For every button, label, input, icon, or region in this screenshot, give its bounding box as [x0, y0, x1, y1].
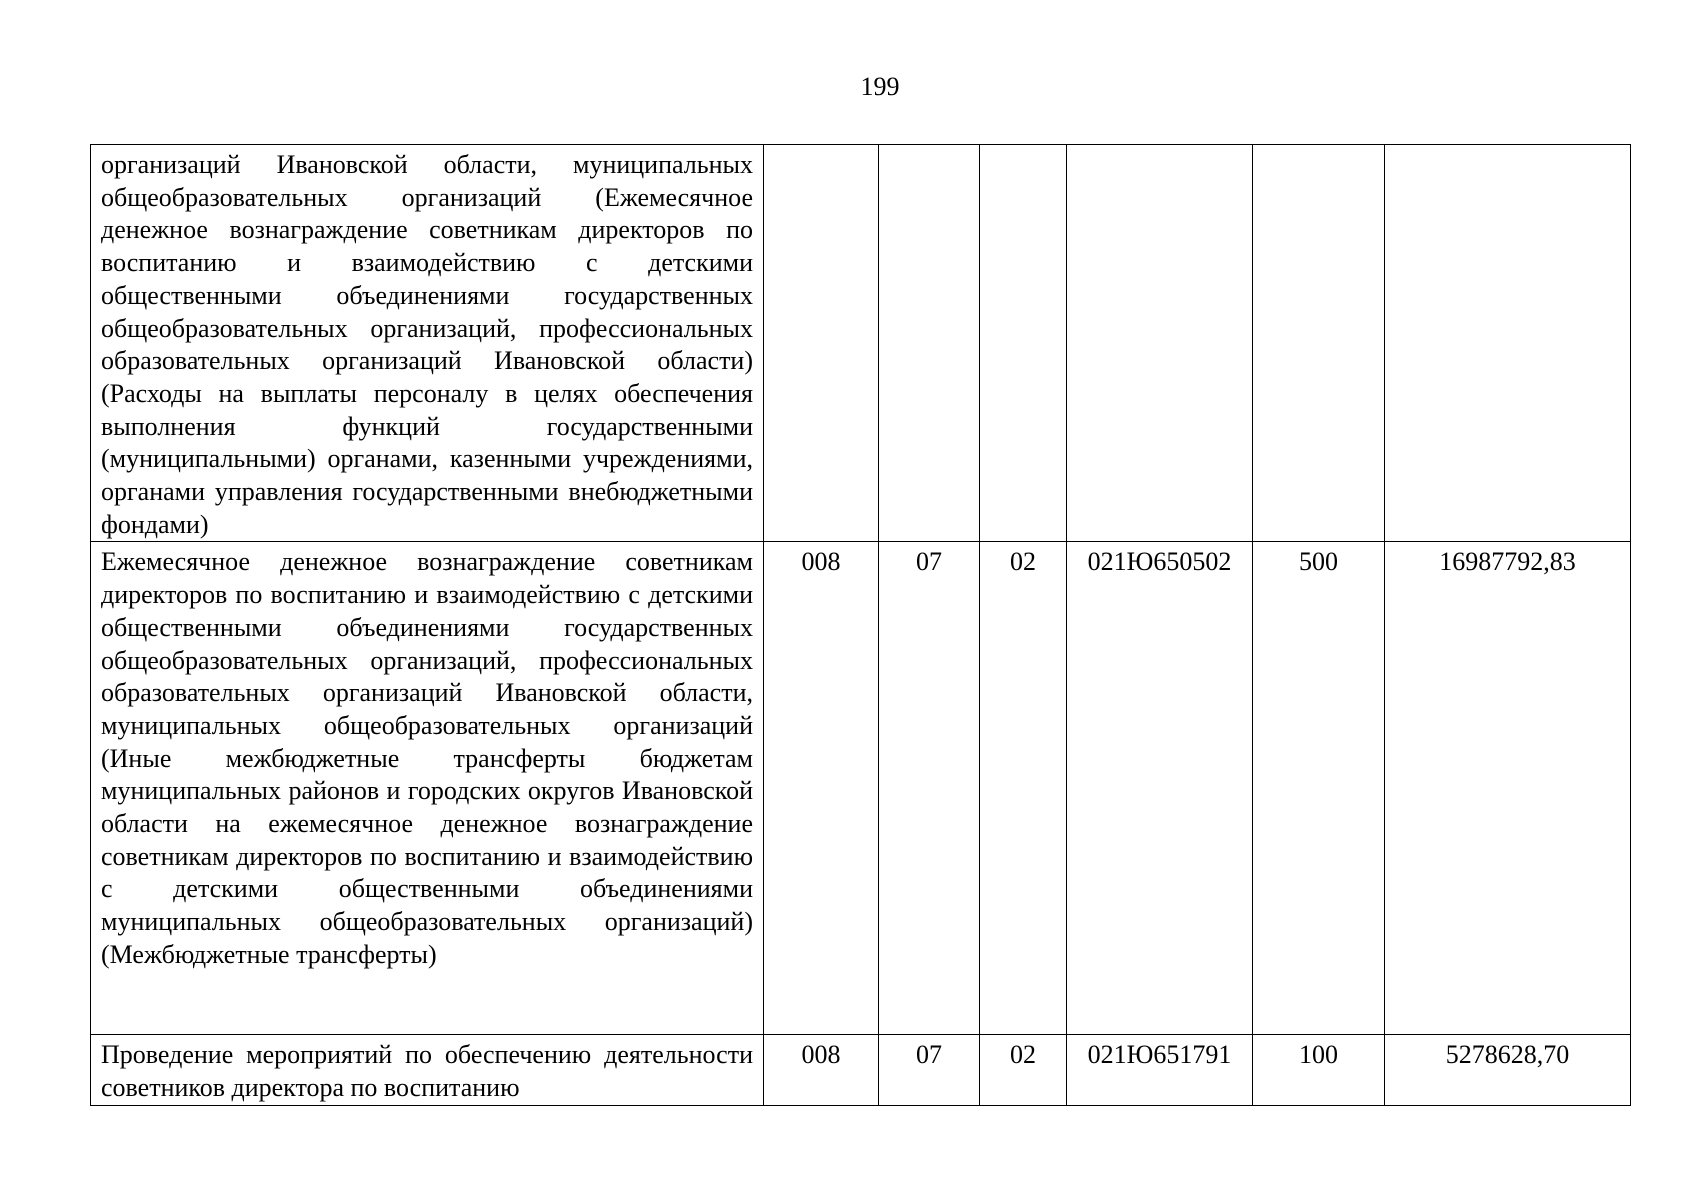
table-row [91, 1035, 1631, 1105]
expense-type-cell [1253, 145, 1385, 542]
row-description: Проведение мероприятий по обеспечению деятельности советников директора по воспитанию [91, 1035, 764, 1105]
amount-cell: 16987792,83 [1385, 542, 1631, 1035]
row-description: организаций Ивановской области, муниципальных общеобразовательных организаций (Ежемесячное денежное вознаграждение советникам директоров по воспитанию и взаимодействию с детскими общественными объединениями государственных общеобразовательных организаций, профессиональных образовательных организаций Ивановской области) (Расходы на выплаты персоналу в целях обеспечения выполнения функций государственными (муниципальными) органами, казенными учреждениями, органами управления государственными внебюджетными фондами) [91, 145, 764, 542]
subsection-code-cell: 02 [980, 542, 1067, 1035]
subsection-code-cell: 02 [980, 1035, 1067, 1105]
row-description: Ежемесячное денежное вознаграждение советникам директоров по воспитанию и взаимодействию с детскими общественными объединениями государственных общеобразовательных организаций, профессиональных образовательных организаций Ивановской области, муниципальных общеобразовательных организаций (Иные межбюджетные трансферты бюджетам муниципальных районов и городских округов Ивановской области на ежемесячное денежное вознаграждение советникам директоров по воспитанию и взаимодействию с детскими общественными объединениями муниципальных общеобразовательных организаций) (Межбюджетные трансферты) [91, 542, 764, 1035]
budget-table [90, 144, 1631, 1106]
section-code-cell: 07 [879, 1035, 980, 1105]
page-number: 199 [860, 72, 900, 101]
amount-cell [1385, 145, 1631, 542]
target-article-cell: 021Ю651791 [1067, 1035, 1253, 1105]
ministry-code-cell [764, 145, 879, 542]
table-row [91, 542, 1631, 1035]
subsection-code-cell [980, 145, 1067, 542]
expense-type-cell: 500 [1253, 542, 1385, 1035]
section-code-cell [879, 145, 980, 542]
section-code-cell: 07 [879, 542, 980, 1035]
target-article-cell: 021Ю650502 [1067, 542, 1253, 1035]
target-article-cell [1067, 145, 1253, 542]
ministry-code-cell: 008 [764, 542, 879, 1035]
table-row [91, 145, 1631, 542]
expense-type-cell: 100 [1253, 1035, 1385, 1105]
amount-cell: 5278628,70 [1385, 1035, 1631, 1105]
ministry-code-cell: 008 [764, 1035, 879, 1105]
